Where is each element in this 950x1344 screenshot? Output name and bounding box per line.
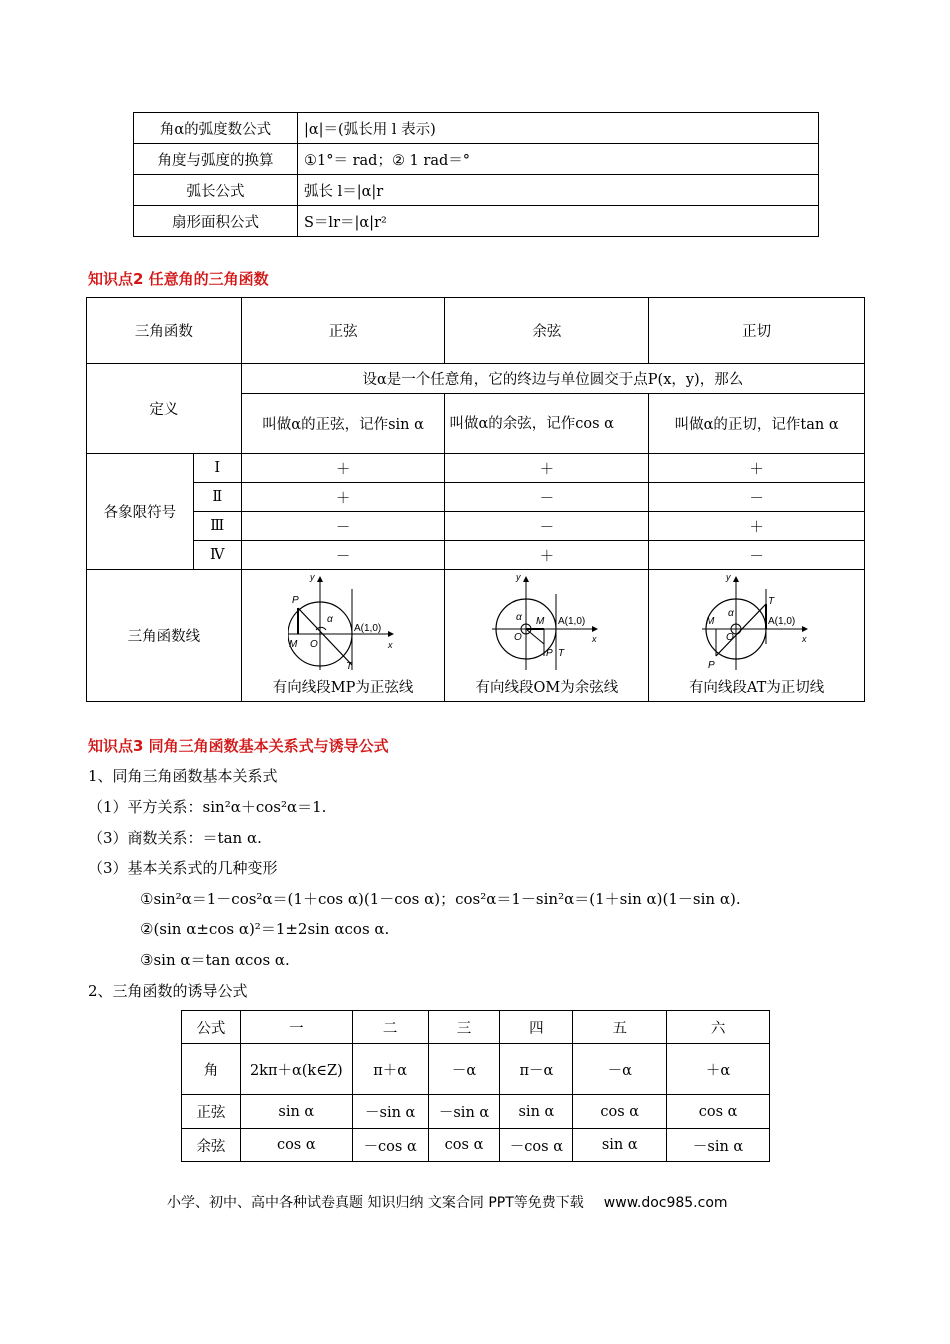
diagram-label: T (346, 661, 353, 670)
header-cell: 公式 (182, 1011, 241, 1044)
signs-label: 各象限符号 (87, 454, 194, 570)
header-cell: 一 (240, 1011, 352, 1044)
header-cell: 三角函数 (87, 298, 242, 364)
value-cell: －sin α (352, 1095, 428, 1129)
header-cell: 五 (573, 1011, 667, 1044)
row-label: 余弦 (182, 1129, 241, 1162)
sign-cell: ＋ (649, 454, 865, 483)
diagram-label: x (801, 634, 807, 644)
quadrant-label: Ⅱ (193, 483, 241, 512)
table-row (182, 1095, 770, 1129)
text-line: ①sin²α＝1－cos²α＝(1＋cos α)(1－cos α)；cos²α＝1－sin²α＝(1＋sin α)(1－sin α). (140, 890, 741, 908)
diagram-label: O (725, 632, 734, 643)
sign-cell: － (241, 512, 445, 541)
row-label: 角度与弧度的换算 (134, 144, 298, 175)
diagram-label: α (727, 608, 734, 619)
sign-cell: － (649, 541, 865, 570)
diagram-label: y (310, 574, 315, 582)
value-cell: cos α (240, 1129, 352, 1162)
table-row (87, 364, 865, 394)
table-row (87, 570, 865, 702)
footer-url[interactable]: www.doc985.com (603, 1195, 728, 1211)
row-label: 角 (182, 1044, 241, 1095)
definition-label: 定义 (87, 364, 242, 454)
table-row (87, 512, 865, 541)
table-row (182, 1011, 770, 1044)
text-line: （3）基本关系式的几种变形 (88, 859, 278, 877)
tangent-line-cell (649, 570, 865, 702)
quadrant-label: Ⅲ (193, 512, 241, 541)
diagram-label: A(1,0) (557, 616, 586, 627)
row-label: 弧长公式 (134, 175, 298, 206)
text-line: （3）商数关系：＝tan α. (88, 829, 262, 847)
sign-cell: － (649, 483, 865, 512)
header-cell: 四 (500, 1011, 573, 1044)
value-cell: cos α (428, 1129, 500, 1162)
definition-sin: 叫做α的正弦，记作sin α (241, 394, 445, 454)
row-label: 扇形面积公式 (134, 206, 298, 237)
table-row (182, 1044, 770, 1095)
table-row (87, 298, 865, 364)
table-row (134, 206, 819, 237)
cosine-line-diagram (492, 574, 602, 670)
header-cell: 正弦 (241, 298, 445, 364)
sign-cell: － (445, 512, 649, 541)
diagram-label: O (513, 632, 522, 643)
text-line: ③sin α＝tan αcos α. (140, 951, 290, 969)
table-row (134, 175, 819, 206)
trig-definition-table (86, 297, 865, 702)
value-cell: cos α (573, 1095, 667, 1129)
sign-cell: ＋ (241, 483, 445, 512)
cosine-line-cell (445, 570, 649, 702)
diagram-label: T (767, 596, 774, 607)
table-row (87, 541, 865, 570)
table-row (134, 113, 819, 144)
row-value: ①1°＝ rad；② 1 rad＝° (298, 144, 819, 175)
value-cell: －sin α (428, 1095, 500, 1129)
table-row (87, 483, 865, 512)
sine-line-cell (241, 570, 445, 702)
angle-cell: －α (573, 1044, 667, 1095)
diagram-label: P (545, 648, 553, 659)
value-cell: sin α (240, 1095, 352, 1129)
tangent-line-diagram (702, 574, 812, 670)
angle-cell: 2kπ＋α(k∈Z) (240, 1044, 352, 1095)
sign-cell: ＋ (445, 541, 649, 570)
angle-cell: －α (428, 1044, 500, 1095)
header-cell: 正切 (649, 298, 865, 364)
value-cell: sin α (573, 1129, 667, 1162)
diagram-label: A(1,0) (767, 616, 795, 627)
footer-text: 小学、初中、高中各种试卷真题 知识归纳 文案合同 PPT等免费下载 (167, 1195, 584, 1211)
diagram-label: P (707, 660, 715, 670)
line-caption: 有向线段OM为余弦线 (475, 680, 619, 696)
diagram-label: P (292, 595, 299, 606)
lines-label: 三角函数线 (87, 570, 242, 702)
header-cell: 六 (667, 1011, 770, 1044)
sign-cell: ＋ (241, 454, 445, 483)
text-line: ②(sin α±cos α)²＝1±2sin αcos α. (140, 920, 390, 938)
table-row (134, 144, 819, 175)
line-caption: 有向线段AT为正切线 (688, 680, 825, 696)
table-row (87, 454, 865, 483)
diagram-label: M (705, 616, 714, 627)
diagram-label: A(1,0) (354, 623, 382, 634)
value-cell: sin α (500, 1095, 573, 1129)
radian-table (133, 112, 819, 237)
definition-text: 设α是一个任意角，它的终边与单位圆交于点P(x，y)，那么 (241, 364, 864, 394)
value-cell: －cos α (352, 1129, 428, 1162)
page-footer (167, 1192, 728, 1212)
row-label: 正弦 (182, 1095, 241, 1129)
header-cell: 三 (428, 1011, 500, 1044)
value-cell: cos α (667, 1095, 770, 1129)
diagram-label: M (289, 639, 298, 650)
diagram-label: α (327, 614, 333, 625)
definition-tan: 叫做α的正切，记作tan α (649, 394, 865, 454)
diagram-label: y (515, 574, 521, 582)
angle-cell: ＋α (667, 1044, 770, 1095)
value-cell: －cos α (500, 1129, 573, 1162)
sign-cell: ＋ (649, 512, 865, 541)
sign-cell: ＋ (445, 454, 649, 483)
diagram-label: O (310, 639, 318, 650)
diagram-label: T (557, 648, 564, 659)
table-row (182, 1129, 770, 1162)
induction-formula-table (181, 1010, 770, 1162)
header-cell: 二 (352, 1011, 428, 1044)
header-cell: 余弦 (445, 298, 649, 364)
subheading: 2、三角函数的诱导公式 (88, 982, 248, 1000)
angle-cell: π－α (500, 1044, 573, 1095)
section-title: 知识点3 同角三角函数基本关系式与诱导公式 (88, 737, 389, 755)
diagram-label: α (515, 612, 522, 623)
sign-cell: － (445, 483, 649, 512)
diagram-label: x (388, 640, 393, 650)
quadrant-label: Ⅰ (193, 454, 241, 483)
row-label: 角α的弧度数公式 (134, 113, 298, 144)
row-value: 弧长 l＝|α|r (298, 175, 819, 206)
row-value: |α|＝(弧长用 l 表示) (298, 113, 819, 144)
sine-line-diagram (288, 574, 398, 670)
row-value: S＝lr＝|α|r² (298, 206, 819, 237)
angle-cell: π＋α (352, 1044, 428, 1095)
diagram-label: x (591, 634, 597, 644)
diagram-label: y (725, 574, 731, 582)
sign-cell: － (241, 541, 445, 570)
quadrant-label: Ⅳ (193, 541, 241, 570)
definition-cos: 叫做α的余弦，记作cos α (445, 394, 649, 454)
value-cell: －sin α (667, 1129, 770, 1162)
subheading: 1、同角三角函数基本关系式 (88, 767, 278, 785)
diagram-label: M (535, 616, 545, 627)
section-title: 知识点2 任意角的三角函数 (88, 270, 269, 288)
text-line: （1）平方关系：sin²α＋cos²α＝1. (88, 798, 327, 816)
line-caption: 有向线段MP为正弦线 (272, 680, 414, 696)
